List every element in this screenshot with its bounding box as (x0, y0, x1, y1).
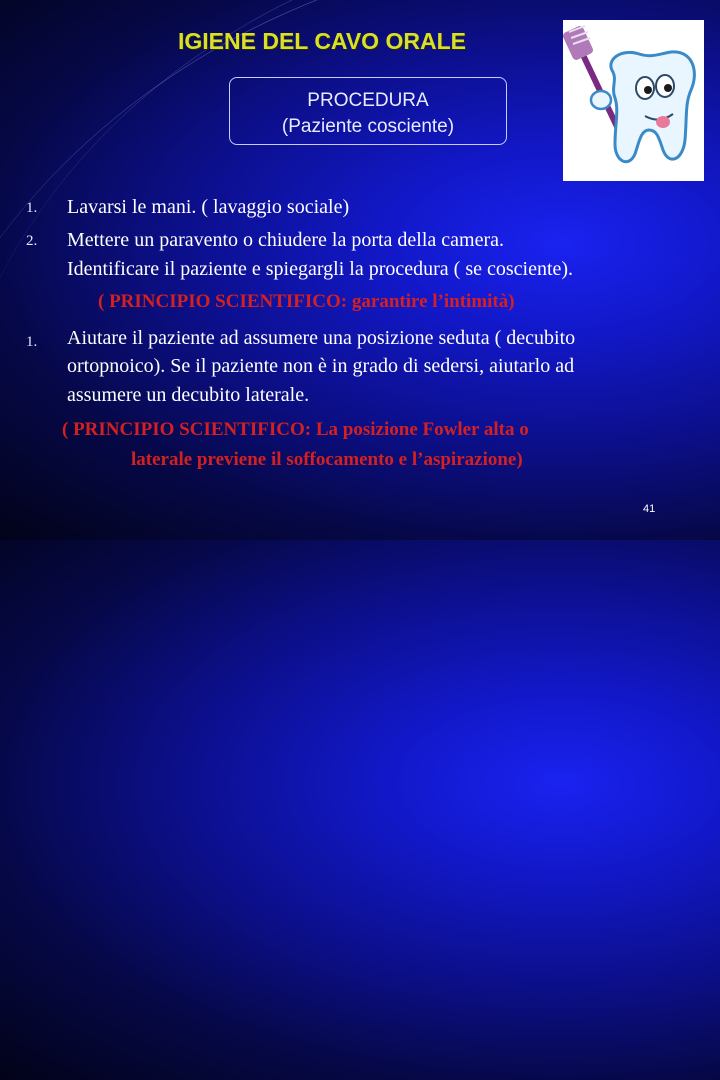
procedure-subtitle: (Paziente cosciente) (281, 116, 455, 137)
list-item-text: Identificare il paziente e spiegargli la procedura ( se cosciente). (67, 258, 574, 280)
list-number: 2. (26, 233, 38, 249)
list-item-text: assumere un decubito laterale. (67, 384, 310, 406)
procedure-label: PROCEDURA (307, 90, 429, 111)
list-item-text: Mettere un paravento o chiudere la porta della camera. (67, 229, 505, 251)
scientific-principle: ( PRINCIPIO SCIENTIFICO: La posizione Fowler alta o (62, 419, 529, 440)
slide-title: IGIENE DEL CAVO ORALE (178, 28, 466, 54)
list-number: 1. (26, 200, 38, 216)
list-item-text: Lavarsi le mani. ( lavaggio sociale) (67, 196, 350, 218)
page-number: 41 (643, 503, 656, 515)
list-number: 1. (26, 334, 38, 350)
list-item-text: ortopnoico). Se il paziente non è in grado di sedersi, aiutarlo ad (67, 355, 575, 377)
list-item-text: Aiutare il paziente ad assumere una posizione seduta ( decubito (67, 327, 576, 349)
scientific-principle: laterale previene il soffocamento e l’aspirazione) (131, 449, 523, 470)
scientific-principle: ( PRINCIPIO SCIENTIFICO: garantire l’intimità) (98, 291, 515, 312)
